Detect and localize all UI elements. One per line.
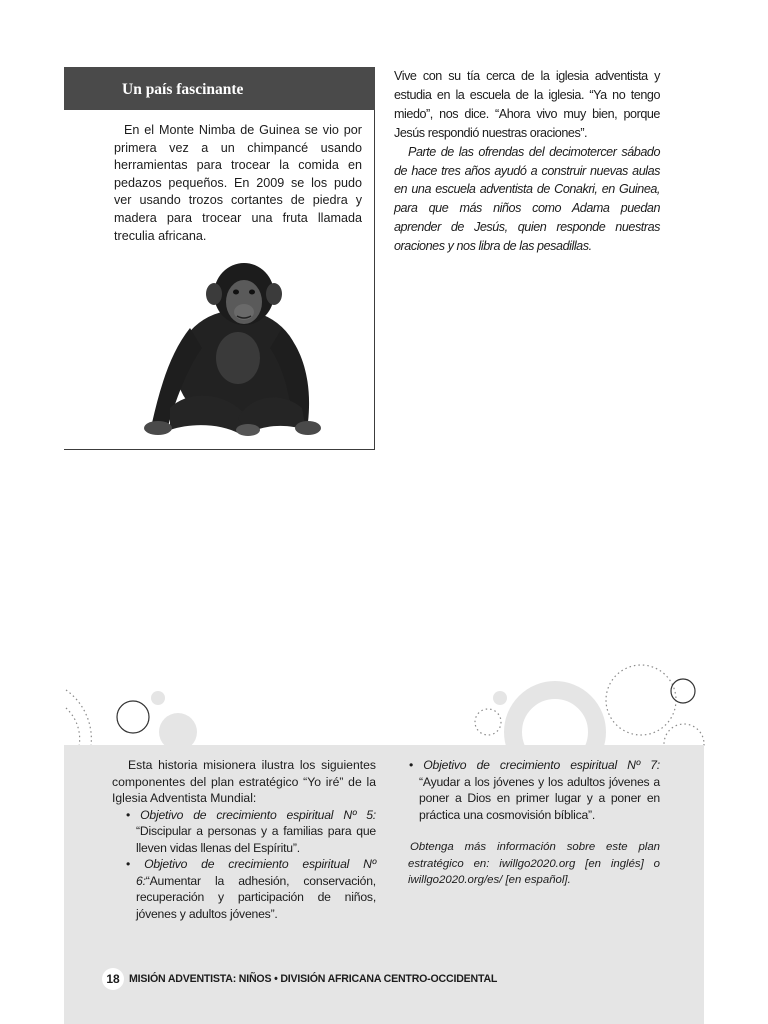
page-number: 18 — [102, 968, 124, 990]
story-column — [394, 67, 660, 256]
story-paragraph-2: Parte de las ofrendas del decimotercer sábado de hace tres años ayudó a construir nuevas aulas en una escuela adventista de Conakri, en Guinea, para que más niños como Adama puedan aprender de Jesús, quien responde nuestras oraciones y nos libra de las pesadillas. — [394, 144, 660, 254]
objectives-list — [112, 807, 376, 923]
objective-5: • Objetivo de crecimiento espiritual Nº 5: “Discipular a personas y a familias para que lleven vidas llenas del Espíritu”. — [126, 807, 376, 855]
story-paragraph-1: Vive con su tía cerca de la iglesia adventista y estudia en la escuela de la iglesia. “Ya no tengo miedo”, nos dice. “Ahora vivo muy bien, porque Jesús respondió nuestras oraciones”. — [394, 69, 660, 140]
objective-label: Objetivo de crecimiento espiritual Nº 5: — [140, 807, 376, 822]
page-footer — [102, 968, 497, 990]
sidebar-body: En el Monte Nimba de Guinea se vio por primera vez a un chimpancé usando herramientas para trocear la comida en pedazos pequeños. En 2009 se los pudo ver usando trozos cortantes de piedra y madera para trocear una fruta llamada treculia africana. — [114, 123, 362, 243]
objective-text: “Ayudar a los jóvenes y los adultos jóvenes a poner a Dios en primer lugar y a poner en práctica una cosmovisión bíblica”. — [419, 774, 660, 822]
objective-text: “Aumentar la adhesión, conservación, recuperación y participación de niños, jóvenes y adultos jóvenes”. — [136, 873, 376, 921]
sidebar-title: Un país fascinante — [64, 67, 375, 110]
plan-intro: Esta historia misionera ilustra los siguientes componentes del plan estratégico “Yo iré” de la Iglesia Adventista Mundial: — [112, 758, 376, 805]
more-info-text: Obtenga más información sobre este plan estratégico en: iwillgo2020.org [en inglés] o iwillgo2020.org/es/ [en español]. — [408, 841, 660, 886]
plan-left-column — [112, 757, 376, 922]
objective-label: Objetivo de crecimiento espiritual Nº 6: — [136, 857, 376, 888]
footer-text: MISIÓN ADVENTISTA: NIÑOS • DIVISIÓN AFRICANA CENTRO-OCCIDENTAL — [129, 973, 498, 985]
objective-6: • Objetivo de crecimiento espiritual Nº 6:“Aumentar la adhesión, conservación, recuperación y participación de niños, jóvenes y adultos jóvenes”. — [126, 857, 376, 921]
chimpanzee-image — [130, 258, 344, 440]
objective-7: • Objetivo de crecimiento espiritual Nº 7: “Ayudar a los jóvenes y los adultos jóvenes a poner a Dios en primer lugar y a poner en práctica una cosmovisión bíblica”. — [409, 758, 660, 822]
objective-text: “Discipular a personas y a familias para que lleven vidas llenas del Espíritu”. — [136, 824, 376, 855]
objectives-list-continued — [408, 757, 660, 823]
plan-right-column — [408, 757, 660, 889]
objective-label: Objetivo de crecimiento espiritual Nº 7: — [423, 758, 660, 772]
